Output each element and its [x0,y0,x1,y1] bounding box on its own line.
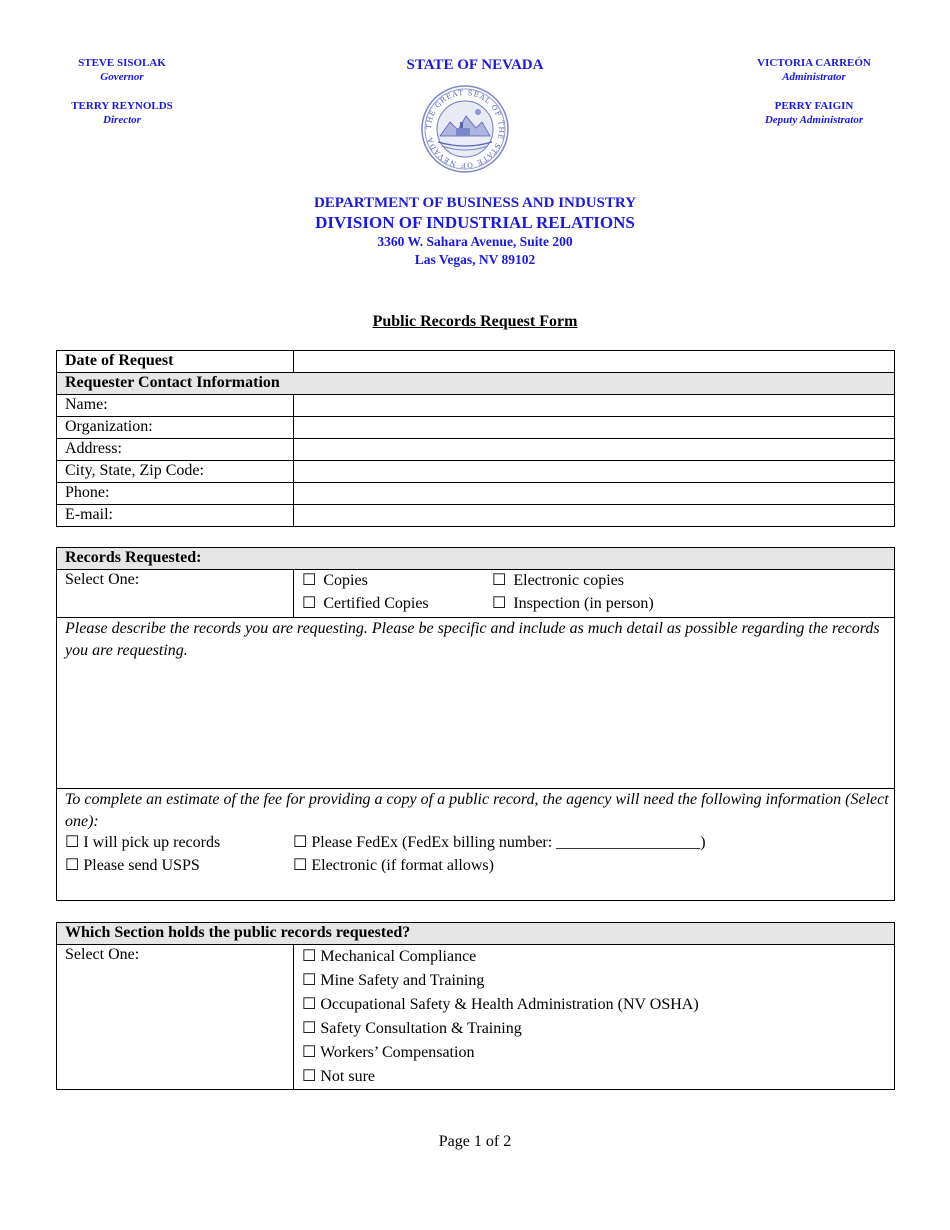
option-mine-safety[interactable]: ☐ Mine Safety and Training [302,969,894,993]
seal-text: THE GREAT SEAL OF THE STATE OF NEVADA [424,88,506,170]
governor-title: Governor [100,71,144,83]
nevada-seal-icon [420,84,510,174]
city-state-zip-label: City, State, Zip Code: [57,461,294,483]
checkbox-icon[interactable]: ☐ [293,857,308,874]
requester-contact-header: Requester Contact Information [57,373,895,395]
fee-estimate-prompt: To complete an estimate of the fee for providing a copy of a public record, the agency will need the following information (Select one): [65,791,889,830]
organization-field[interactable] [294,417,895,439]
name-field[interactable] [294,395,895,417]
fee-estimate-cell [57,789,895,901]
address-label: Address: [57,439,294,461]
name-label: Name: [57,395,294,417]
option-inspection[interactable]: ☐ Inspection (in person) [492,595,654,612]
checkbox-icon[interactable]: ☐ [302,996,317,1013]
contact-info-table [56,350,895,527]
option-electronic-copies[interactable]: ☐ Electronic copies [492,572,624,589]
section-options [302,945,894,1089]
delivery-options [65,833,894,876]
director-name: TERRY REYNOLDS [71,100,173,112]
governor-name: STEVE SISOLAK [78,57,166,69]
option-mechanical-compliance[interactable]: ☐ Mechanical Compliance [302,945,894,969]
address-line-2: Las Vegas, NV 89102 [414,252,536,267]
records-requested-table [56,547,895,901]
option-not-sure[interactable]: ☐ Not sure [302,1065,894,1089]
department-name: DEPARTMENT OF BUSINESS AND INDUSTRY [313,195,637,211]
form-title: Public Records Request Form [372,313,578,330]
deputy-administrator-title: Deputy Administrator [764,114,864,126]
checkbox-icon[interactable]: ☐ [302,572,317,589]
address-field[interactable] [294,439,895,461]
checkbox-icon[interactable]: ☐ [302,1068,317,1085]
email-field[interactable] [294,505,895,527]
checkbox-icon[interactable]: ☐ [293,834,308,851]
phone-field[interactable] [294,483,895,505]
deputy-administrator-name: PERRY FAIGIN [774,100,854,112]
phone-label: Phone: [57,483,294,505]
section-select-label: Select One: [57,945,294,1090]
records-select-label: Select One: [57,570,294,618]
checkbox-icon[interactable]: ☐ [302,1044,317,1061]
header-left-officials [37,56,207,127]
email-label: E-mail: [57,505,294,527]
option-certified-copies[interactable]: ☐ Certified Copies [302,595,429,612]
city-state-zip-field[interactable] [294,461,895,483]
checkbox-icon[interactable]: ☐ [492,595,507,612]
division-name: DIVISION OF INDUSTRIAL RELATIONS [315,213,635,232]
checkbox-icon[interactable]: ☐ [492,572,507,589]
checkbox-icon[interactable]: ☐ [65,834,80,851]
director-title: Director [103,114,141,126]
state-title: STATE OF NEVADA [406,57,544,73]
administrator-name: VICTORIA CARREÓN [757,57,871,69]
administrator-title: Administrator [782,71,846,83]
option-safety-consultation[interactable]: ☐ Safety Consultation & Training [302,1017,894,1041]
option-fedex[interactable]: ☐ Please FedEx (FedEx billing number: __________________) [293,834,706,851]
department-block [200,195,750,269]
checkbox-icon[interactable]: ☐ [302,948,317,965]
option-electronic[interactable]: ☐ Electronic (if format allows) [293,857,494,874]
option-copies[interactable]: ☐ Copies [302,572,368,589]
records-requested-header: Records Requested: [57,548,895,570]
section-table [56,922,895,1090]
record-type-options [302,570,894,614]
header-right-officials [729,56,899,127]
section-header: Which Section holds the public records requested? [57,923,895,945]
date-of-request-field[interactable] [294,351,895,373]
option-usps[interactable]: ☐ Please send USPS [65,857,200,874]
address-line-1: 3360 W. Sahara Avenue, Suite 200 [377,234,573,249]
checkbox-icon[interactable]: ☐ [302,595,317,612]
records-description-prompt: Please describe the records you are requesting. Please be specific and include as much detail as possible regarding the records you are requesting. [65,620,880,659]
organization-label: Organization: [57,417,294,439]
option-nv-osha[interactable]: ☐ Occupational Safety & Health Administration (NV OSHA) [302,993,894,1017]
date-of-request-label: Date of Request [57,351,294,373]
checkbox-icon[interactable]: ☐ [302,972,317,989]
page-number: Page 1 of 2 [438,1133,512,1150]
option-pick-up[interactable]: ☐ I will pick up records [65,834,221,851]
checkbox-icon[interactable]: ☐ [65,857,80,874]
records-description-field[interactable] [57,618,895,789]
checkbox-icon[interactable]: ☐ [302,1020,317,1037]
option-workers-compensation[interactable]: ☐ Workers’ Compensation [302,1041,894,1065]
